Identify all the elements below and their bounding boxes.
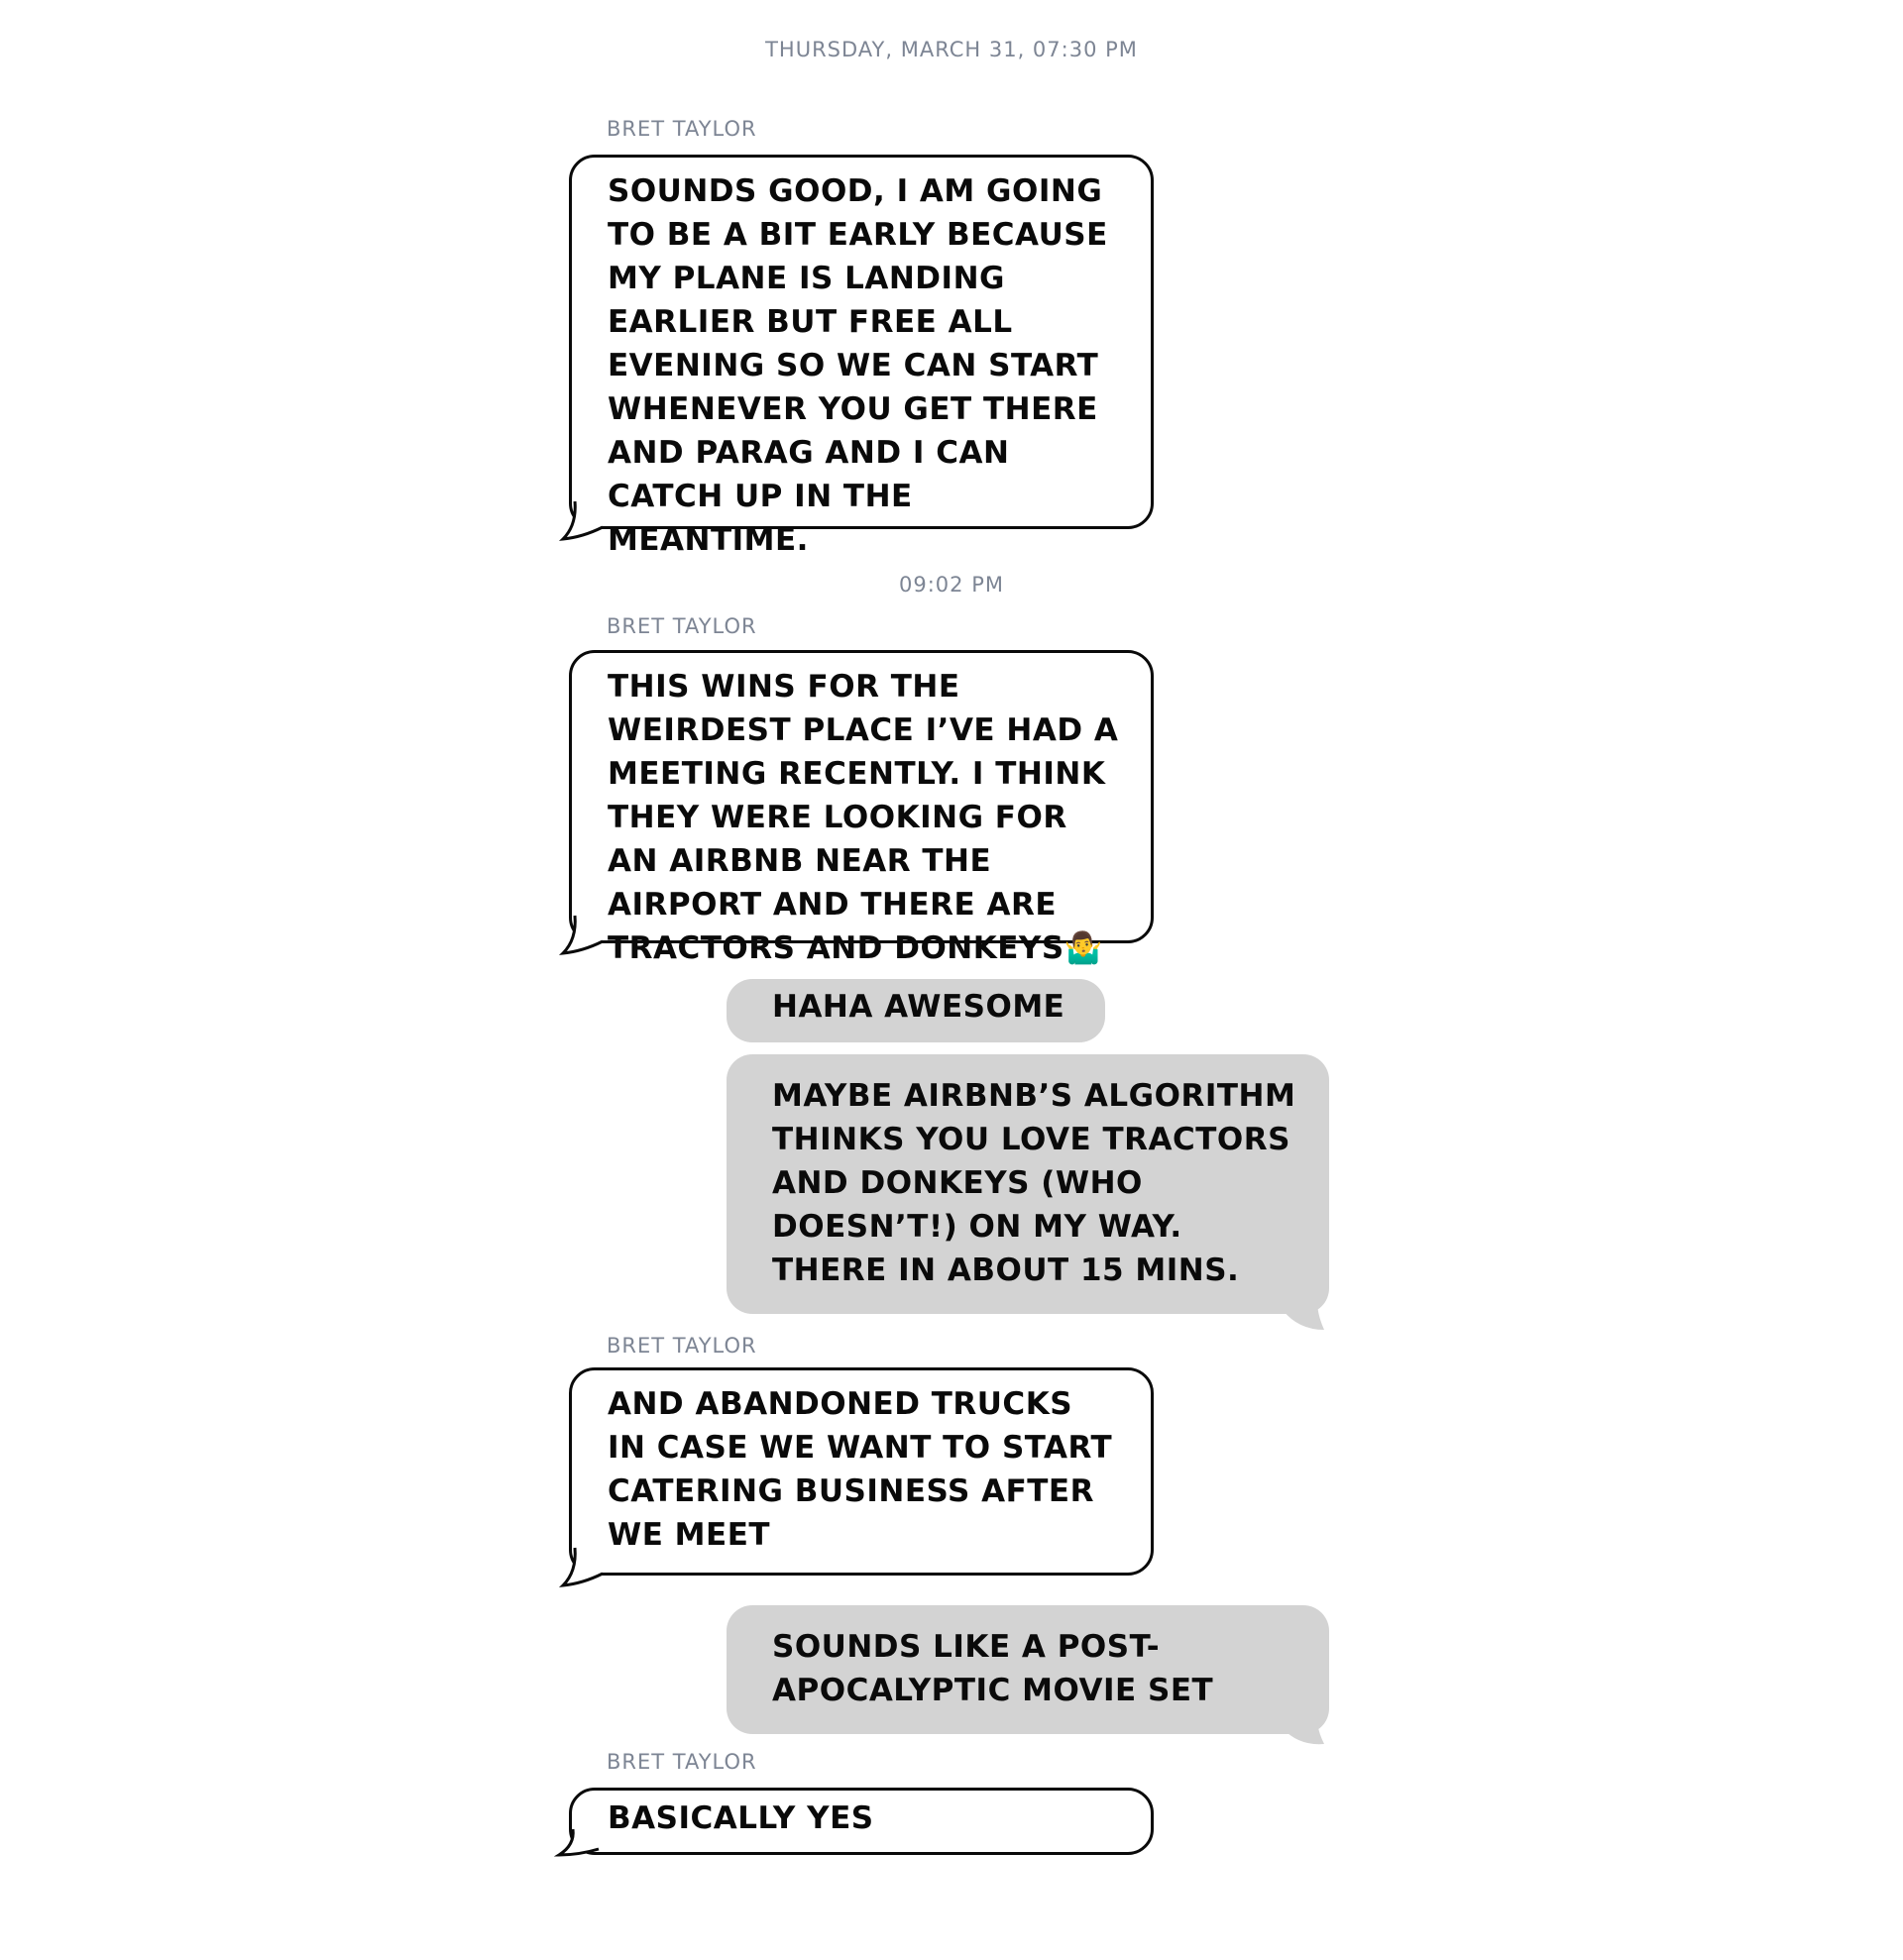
message-text: MAYBE AIRBNB’S ALGORITHM THINKS YOU LOVE TRACTORS AND DONKEYS (WHO DOESN’T!) ON MY WAY. THERE IN ABOUT 15 MINS.	[772, 1078, 1296, 1288]
message-text: HAHA AWESOME	[772, 989, 1065, 1025]
time-header: 09:02 PM	[899, 573, 1004, 597]
sender-name: BRET TAYLOR	[607, 1334, 757, 1358]
bubble-tail	[561, 1548, 607, 1587]
message-bubble-incoming[interactable]	[569, 650, 1154, 966]
message-text: SOUNDS GOOD, I AM GOING TO BE A BIT EARLY BECAUSE MY PLANE IS LANDING EARLIER BUT FREE ALL EVENING SO WE CAN START WHENEVER YOU GET THERE AND PARAG AND I CAN CATCH UP IN THE MEANTIME.	[608, 173, 1108, 558]
message-text: THIS WINS FOR THE WEIRDEST PLACE I’VE HAD A MEETING RECENTLY. I THINK THEY WERE LOOKING FOR AN AIRBNB NEAR THE AIRPORT AND THERE ARE TRACTORS AND DONKEYS🤷‍♂️	[608, 669, 1119, 966]
sender-name: BRET TAYLOR	[607, 117, 757, 141]
message-bubble-outgoing[interactable]	[727, 979, 1105, 1042]
sender-name: BRET TAYLOR	[607, 1750, 757, 1774]
message-text: AND ABANDONED TRUCKS IN CASE WE WANT TO START CATERING BUSINESS AFTER WE MEET	[608, 1386, 1113, 1553]
bubble-tail	[1279, 1288, 1324, 1334]
sender-name: BRET TAYLOR	[607, 614, 757, 638]
date-header: THURSDAY, MARCH 31, 07:30 PM	[765, 38, 1138, 61]
message-bubble-incoming[interactable]	[569, 1367, 1154, 1576]
bubble-tail	[561, 916, 607, 955]
message-text: BASICALLY YES	[608, 1800, 874, 1836]
bubble-tail	[1279, 1708, 1324, 1748]
bubble-tail	[561, 501, 607, 541]
message-bubble-incoming[interactable]	[569, 1788, 1154, 1855]
message-bubble-outgoing[interactable]	[727, 1605, 1329, 1734]
message-bubble-outgoing[interactable]	[727, 1054, 1329, 1314]
bubble-tail	[557, 1829, 603, 1859]
message-text: SOUNDS LIKE A POST-APOCALYPTIC MOVIE SET	[772, 1629, 1214, 1708]
message-bubble-incoming[interactable]	[569, 155, 1154, 558]
